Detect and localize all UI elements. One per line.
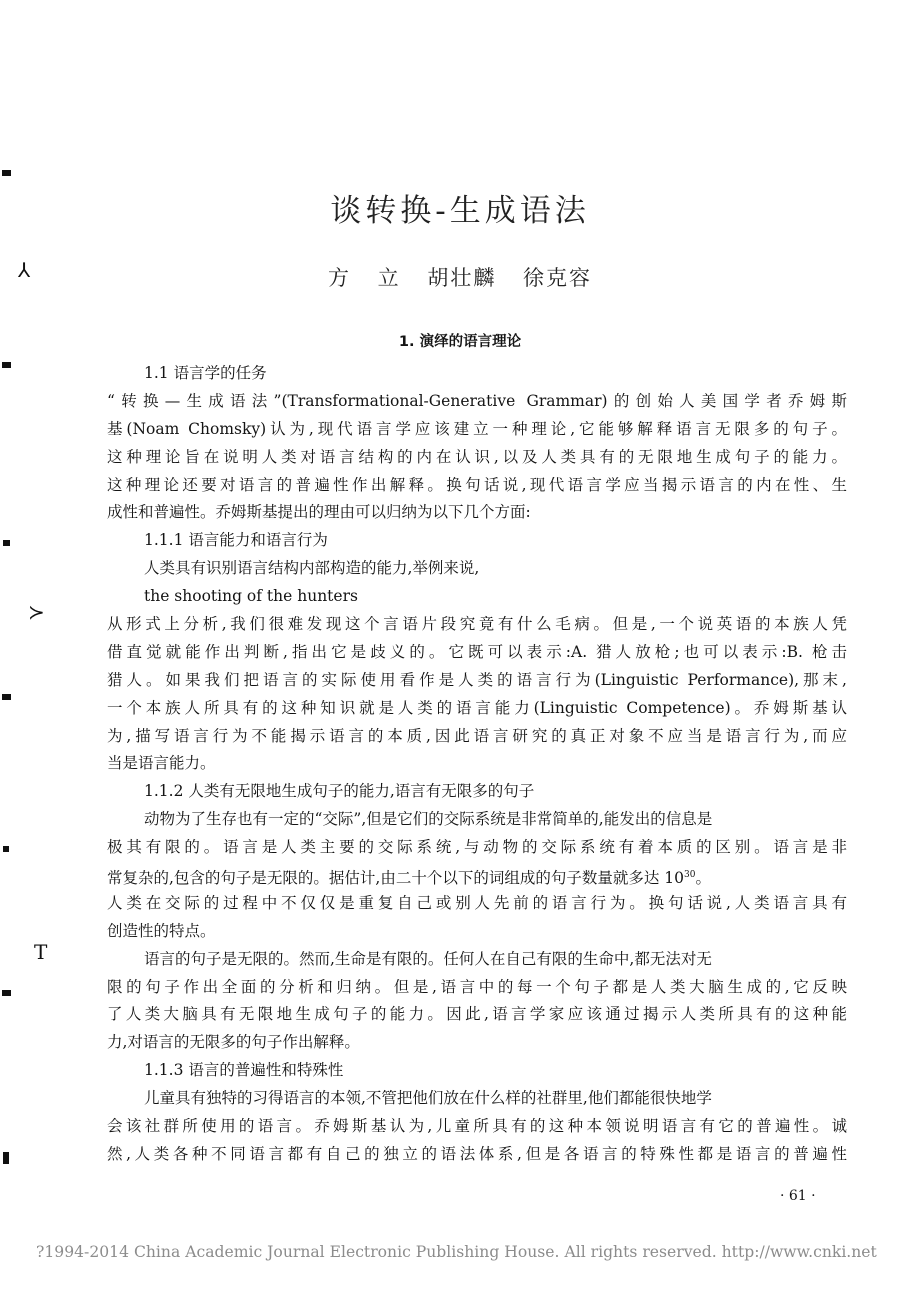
paragraph-line: 猎人。如果我们把语言的实际使用看作是人类的语言行为(Linguistic Performance),那末, [107, 670, 847, 689]
margin-glyph: ≻ [28, 600, 45, 624]
article-title: 谈转换-生成语法 [330, 193, 590, 229]
paragraph-line: 限的句子作出全面的分析和归纳。但是,语言中的每一个句子都是人类大脑生成的,它反映 [107, 977, 847, 996]
margin-mark [3, 846, 9, 852]
paragraph-line: 当是语言能力。 [107, 754, 216, 773]
paragraph-line: 力,对语言的无限多的句子作出解释。 [107, 1033, 360, 1052]
margin-mark [2, 170, 11, 176]
margin-mark [2, 362, 11, 368]
paragraph-line: 创造性的特点。 [107, 921, 216, 940]
subsection-heading: 1.1.3 语言的普遍性和特殊性 [144, 1061, 344, 1080]
paragraph-line: 动物为了生存也有一定的“交际”,但是它们的交际系统是非常简单的,能发出的信息是 [144, 810, 713, 829]
line-tail: 。 [695, 869, 711, 888]
paragraph-line: “转换—生成语法”(Transformational-Generative Grammar)的创始人美国学者乔姆斯 [107, 391, 847, 410]
paragraph-line: 为,描写语言行为不能揭示语言的本质,因此语言研究的真正对象不应当是语言行为,而应 [107, 726, 847, 745]
paragraph-line: 语言的句子是无限的。然而,生命是有限的。任何人在自己有限的生命中,都无法对无 [144, 949, 712, 968]
paragraph-line [107, 862, 847, 890]
margin-mark [2, 990, 11, 996]
paragraph-line: 基(Noam Chomsky)认为,现代语言学应该建立一种理论,它能够解释语言无限多的句子。 [107, 419, 847, 438]
paragraph-line: 会该社群所使用的语言。乔姆斯基认为,儿童所具有的这种本领说明语言有它的普遍性。诚 [107, 1117, 847, 1136]
paragraph-line: 一个本族人所具有的这种知识就是人类的语言能力(Linguistic Competence)。乔姆斯基认 [107, 698, 847, 717]
margin-glyph: ⅄ [18, 258, 31, 282]
paragraph-line: 人类具有识别语言结构内部构造的能力,举例来说, [144, 559, 480, 578]
copyright-footer: ?1994-2014 China Academic Journal Electronic Publishing House. All rights reserved. http://www.cnki.net [36, 1243, 877, 1261]
paragraph-line: 极其有限的。语言是人类主要的交际系统,与动物的交际系统有着本质的区别。语言是非 [107, 838, 847, 857]
margin-mark [2, 694, 11, 700]
margin-mark [3, 1152, 9, 1164]
example-phrase: the shooting of the hunters [144, 587, 358, 606]
paragraph-line: 了人类大脑具有无限地生成句子的能力。因此,语言学家应该通过揭示人类所具有的这种能 [107, 1005, 847, 1024]
margin-glyph: T [34, 940, 48, 964]
section-heading: 1. 演绎的语言理论 [398, 334, 522, 350]
subsection-heading: 1.1.2 人类有无限地生成句子的能力,语言有无限多的句子 [144, 782, 535, 801]
paragraph-line: 儿童具有独特的习得语言的本领,不管把他们放在什么样的社群里,他们都能很快地学 [144, 1089, 712, 1108]
subsection-heading: 1.1.1 语言能力和语言行为 [144, 531, 328, 550]
paragraph-line: 人类在交际的过程中不仅仅是重复自己或别人先前的语言行为。换句话说,人类语言具有 [107, 893, 847, 912]
subsection-heading: 1.1 语言学的任务 [144, 364, 267, 382]
paragraph-line: 从形式上分析,我们很难发现这个言语片段究竟有什么毛病。但是,一个说英语的本族人凭 [107, 615, 847, 634]
line-text: 常复杂的,包含的句子是无限的。据估计,由二十个以下的词组成的句子数量就多达 [107, 869, 660, 888]
paragraph-line: 这种理论还要对语言的普遍性作出解释。换句话说,现代语言学应当揭示语言的内在性、生 [107, 475, 847, 494]
article-body [107, 360, 847, 1169]
article-authors: 方 立 胡壮麟 徐克容 [327, 266, 593, 290]
power-exponent: 30 [684, 870, 696, 881]
paragraph-line: 借直觉就能作出判断,指出它是歧义的。它既可以表示:A. 猎人放枪;也可以表示:B. 枪击 [107, 642, 847, 661]
paragraph-line: 这种理论旨在说明人类对语言结构的内在认识,以及人类具有的无限地生成句子的能力。 [107, 447, 847, 466]
margin-mark [3, 540, 10, 546]
power-base: 10 [664, 869, 685, 888]
paragraph-line: 成性和普遍性。乔姆斯基提出的理由可以归纳为以下几个方面: [107, 503, 531, 522]
page-number: · 61 · [780, 1188, 816, 1204]
paragraph-line: 然,人类各种不同语言都有自己的独立的语法体系,但是各语言的特殊性都是语言的普遍性 [107, 1144, 847, 1163]
